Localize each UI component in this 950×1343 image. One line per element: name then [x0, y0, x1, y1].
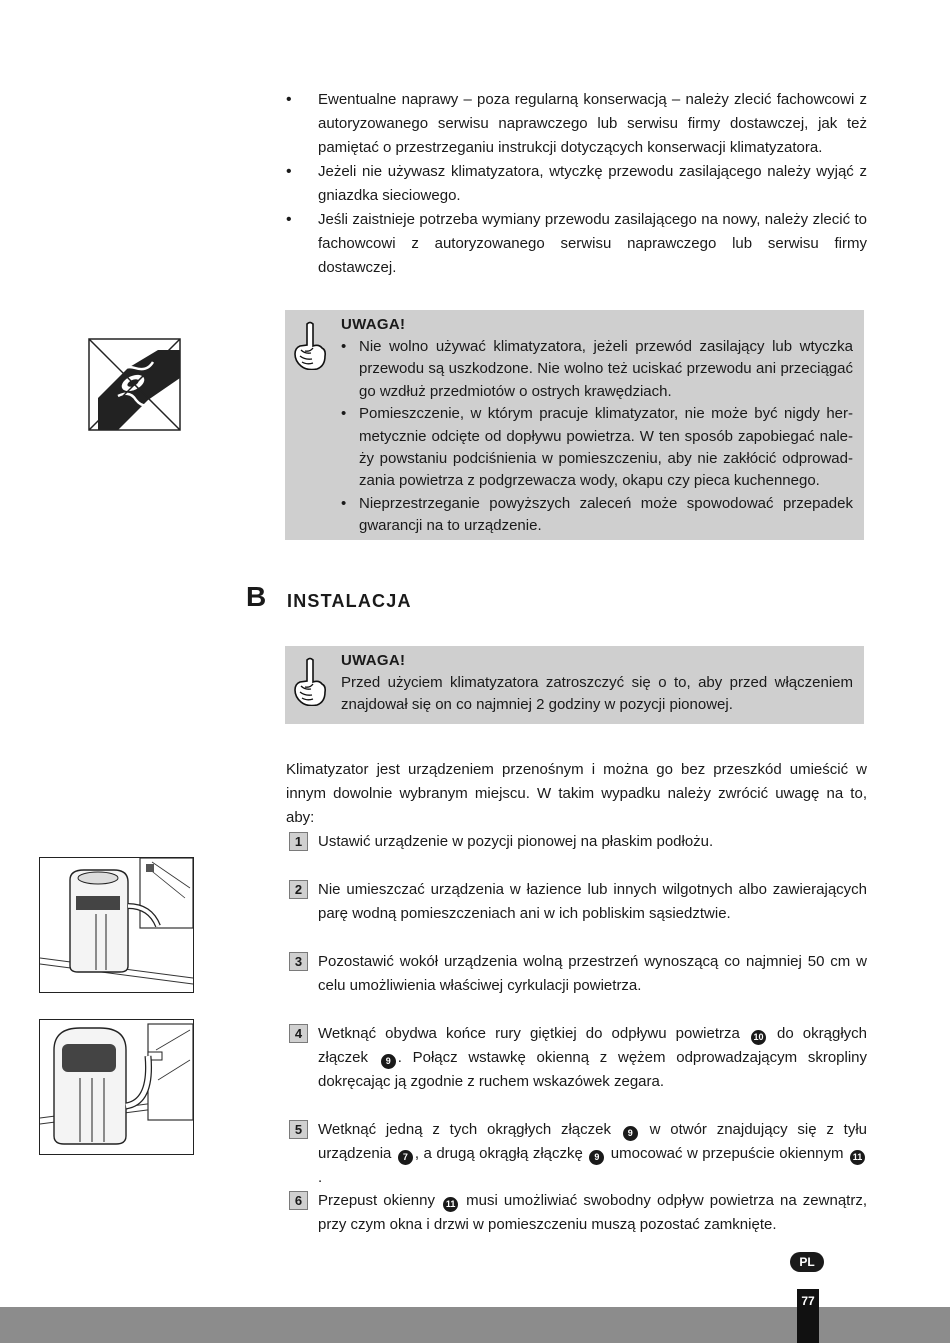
step-number: 5 — [289, 1120, 308, 1139]
step-text-part: musi umożliwiać swobodny odpływ powietrza na zewnątrz, przy czym okna i drzwi w pomieszczeniu muszą pozostać zamknięte. — [318, 1192, 867, 1233]
step-text-part: umocować w przepuście okiennym — [606, 1145, 848, 1162]
step-text-part: w otwór znajdujący się z tyłu urządzenia — [318, 1121, 867, 1162]
list-item: • Nie wolno używać klimatyzatora, jeżeli przewód zasilający lub wtyczka przewodu są uszkodzone. Nie wolno też uciskać przewodu ani przeciągać go wzdłuż przedmiotów o ostrych krawędziach. — [341, 336, 853, 403]
step-text: Pozostawić wokół urządzenia wolną przestrzeń wynoszącą co najmniej 50 cm w celu umożliwienia właściwej cyrkulacji powietrza. — [318, 953, 867, 994]
part-ref-badge: 9 — [623, 1126, 638, 1141]
step-text — [318, 1118, 867, 1190]
step-number: 3 — [289, 952, 308, 971]
step-text-part: Wetknąć obydwa końce rury giętkiej do odpływu powietrza — [318, 1025, 749, 1042]
notice-title: UWAGA! — [341, 316, 406, 333]
step-text — [318, 1189, 867, 1237]
page-number: 77 — [797, 1289, 819, 1343]
step-text-part: Przepust okienny — [318, 1192, 442, 1209]
step-number: 1 — [289, 832, 308, 851]
list-item: • Jeżeli nie używasz klimatyzatora, wtyczkę przewodu zasilającego należy wyjąć z gniazdka sieciowego. — [286, 160, 867, 208]
language-badge: PL — [790, 1252, 824, 1272]
section-letter: B — [246, 581, 267, 612]
part-ref-badge: 9 — [381, 1054, 396, 1069]
list-item: • Jeśli zaistnieje potrzeba wymiany przewodu zasilającego na nowy, należy zlecić to fachowcowi z autoryzowanego serwisu naprawczego lub serwisu firmy dostawczej. — [286, 208, 867, 280]
warning-notice-box — [285, 646, 864, 724]
step-text-part: . Połącz wstawkę okienną z wężem odprowadzającym skropliny dokręcając ją zgodnie z ruchem wskazówek zegara. — [318, 1049, 868, 1090]
step-text-part: , a drugą okrągłą złączkę — [414, 1145, 588, 1162]
step-text-part: Wetknąć jedną z tych okrągłych złączek — [318, 1121, 621, 1138]
warning-notice-box — [285, 310, 864, 540]
step-text — [318, 1022, 867, 1094]
pointing-hand-icon — [293, 320, 327, 370]
air-conditioner-placement-illustration — [39, 857, 194, 993]
list-item: • Ewentualne naprawy – poza regularną konserwacją – należy zlecić fachowcowi z autoryzowanego serwisu naprawczego lub serwisu firmy dostawczej, jak też pamiętać o przestrzeganiu instrukcji dotyczących konserwacji klimatyzatora. — [286, 88, 867, 160]
notice-list — [341, 336, 853, 538]
step-number: 4 — [289, 1024, 308, 1043]
step-1 — [289, 830, 867, 854]
step-text: Ustawić urządzenie w pozycji pionowej na płaskim podłożu. — [318, 833, 714, 850]
step-number: 6 — [289, 1191, 308, 1210]
notice-title: UWAGA! — [341, 652, 406, 669]
step-5 — [289, 1118, 867, 1190]
section-title: INSTALACJA — [287, 591, 412, 611]
list-item: • Pomieszczenie, w którym pracuje klimatyzator, nie może być nigdy hermetycznie odcięte od dopływu powietrza. W ten sposób zapobiegać należy powstaniu podciśnienia w pomieszczeniu, aby nie zakłócić odprowadzania powietrza z podgrzewacza wody, okapu czy pieca kuchennego. — [341, 403, 853, 493]
list-item: • Nieprzestrzeganie powyższych zaleceń może spowodować przepadek gwarancji na to urządzenie. — [341, 493, 853, 538]
top-bullet-list — [286, 88, 867, 280]
step-text: Nie umieszczać urządzenia w łazience lub innych wilgotnych albo zawierających parę wodną pomieszczeniach ani w ich pobliskim sąsiedztwie. — [318, 881, 867, 922]
part-ref-badge: 9 — [589, 1150, 604, 1165]
part-ref-badge: 7 — [398, 1150, 413, 1165]
step-3 — [289, 950, 867, 998]
air-conditioner-hose-illustration — [39, 1019, 194, 1155]
step-6 — [289, 1189, 867, 1237]
step-number: 2 — [289, 880, 308, 899]
part-ref-badge: 10 — [751, 1030, 766, 1045]
step-text-part: do okrągłych złączek — [318, 1025, 868, 1066]
step-text-part: . — [318, 1169, 323, 1186]
pointing-hand-icon — [293, 656, 327, 706]
intro-paragraph: Klimatyzator jest urządzeniem przenośnym i można go bez przeszkód umieścić w innym dowolnie wybranym miejscu. W takim wypadku należy zwrócić uwagę na to, aby: — [286, 761, 867, 826]
step-2 — [289, 878, 867, 926]
damaged-cable-warning-icon — [88, 338, 181, 431]
step-4 — [289, 1022, 867, 1094]
notice-text: Przed użyciem klimatyzatora zatroszczyć się o to, aby przed włączeniem znajdował się on co najmniej 2 godziny w pozycji pionowej. — [341, 674, 853, 714]
part-ref-badge: 11 — [850, 1150, 865, 1165]
part-ref-badge: 11 — [443, 1197, 458, 1212]
